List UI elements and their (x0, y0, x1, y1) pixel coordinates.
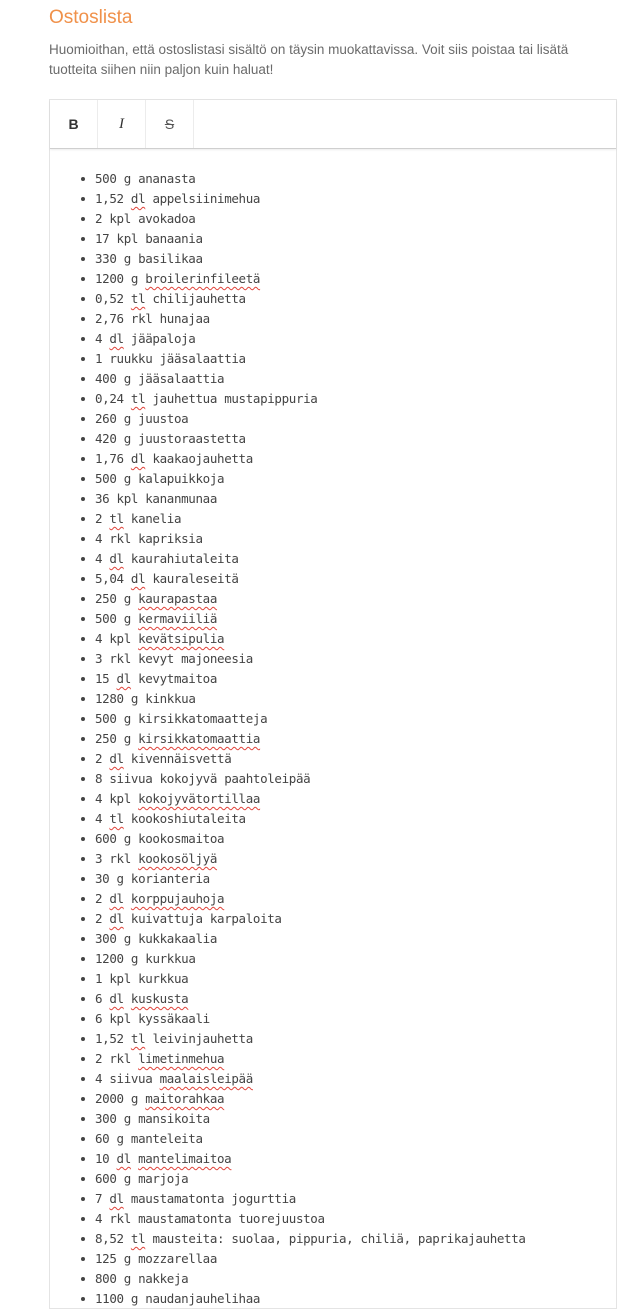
item-unit: dl (116, 1151, 131, 1166)
item-amount: 1,52 (95, 1031, 131, 1046)
list-item[interactable] (95, 969, 616, 989)
list-item[interactable] (95, 229, 616, 249)
editor-content[interactable] (50, 149, 616, 1309)
item-name: jääsalaattia (138, 371, 225, 386)
item-unit: g (123, 1251, 131, 1266)
list-item[interactable] (95, 769, 616, 789)
list-item[interactable] (95, 169, 616, 189)
item-unit: dl (109, 331, 124, 346)
item-amount: 2 (95, 211, 110, 226)
item-amount: 4 (95, 791, 110, 806)
list-item[interactable] (95, 1069, 616, 1089)
item-unit: rkl (109, 851, 131, 866)
item-amount: 250 (95, 591, 124, 606)
list-item[interactable] (95, 949, 616, 969)
item-unit: tl (130, 1231, 146, 1246)
item-unit: g (123, 931, 131, 946)
item-name: maalaisleipää (159, 1071, 253, 1086)
item-unit: tl (109, 811, 124, 826)
item-name: kuivattuja karpaloita (130, 911, 282, 926)
item-amount: 2 (95, 751, 110, 766)
item-name: kermaviiliä (138, 611, 218, 626)
list-item[interactable] (95, 649, 616, 669)
list-item[interactable] (95, 329, 616, 349)
list-item[interactable] (95, 789, 616, 809)
item-name: kivennäisvettä (130, 751, 232, 766)
list-item[interactable] (95, 809, 616, 829)
item-name: mantelimaitoa (138, 1151, 232, 1166)
item-name: juustoa (138, 411, 189, 426)
item-name: nakkeja (138, 1271, 189, 1286)
item-amount: 2 (95, 511, 110, 526)
item-amount: 6 (95, 1011, 110, 1026)
item-unit: siivua (109, 771, 153, 786)
list-item[interactable] (95, 249, 616, 269)
item-amount: 2 (95, 911, 110, 926)
item-amount: 3 (95, 651, 110, 666)
item-unit: g (123, 1111, 131, 1126)
list-item[interactable] (95, 709, 616, 729)
item-amount: 8,52 (95, 1231, 131, 1246)
list-item[interactable] (95, 589, 616, 609)
page-title: Ostoslista (49, 7, 133, 28)
item-name: basilikaa (138, 251, 203, 266)
item-amount: 420 (95, 431, 124, 446)
item-name: kaurapastaa (138, 591, 218, 606)
item-amount: 0,24 (95, 391, 131, 406)
list-item[interactable] (95, 469, 616, 489)
list-item[interactable] (95, 549, 616, 569)
item-unit: g (116, 871, 124, 886)
item-unit: g (130, 951, 139, 966)
list-item[interactable] (95, 1029, 616, 1049)
item-name: kevyt majoneesia (138, 651, 253, 666)
item-name: kevätsipulia (138, 631, 225, 646)
item-unit: rkl (109, 1051, 131, 1066)
list-item[interactable] (95, 1249, 616, 1269)
item-amount: 5,04 (95, 571, 131, 586)
item-name: maitorahkaa (145, 1091, 225, 1106)
item-name: hunajaa (159, 311, 210, 326)
item-unit: rkl (109, 1211, 131, 1226)
item-amount: 6 (95, 991, 110, 1006)
item-unit: g (123, 171, 131, 186)
list-item[interactable] (95, 729, 616, 749)
list-item[interactable] (95, 1109, 616, 1129)
list-item[interactable] (95, 209, 616, 229)
item-name: kirsikkatomaattia (138, 731, 261, 746)
item-unit: g (116, 1131, 124, 1146)
item-unit: rkl (130, 311, 153, 326)
item-amount: 10 (95, 1151, 117, 1166)
item-amount: 600 (95, 831, 124, 846)
list-item[interactable] (95, 449, 616, 469)
item-name: mausteita: suolaa, pippuria, chiliä, paprikajauhetta (152, 1231, 526, 1246)
list-item[interactable] (95, 1169, 616, 1189)
list-item[interactable] (95, 1289, 616, 1309)
item-unit: tl (109, 511, 124, 526)
item-name: juustoraastetta (138, 431, 246, 446)
list-item[interactable] (95, 509, 616, 529)
item-unit: dl (130, 571, 146, 586)
item-amount: 330 (95, 251, 124, 266)
item-unit: tl (130, 1031, 146, 1046)
item-unit: g (123, 411, 131, 426)
item-amount: 500 (95, 171, 124, 186)
list-item[interactable] (95, 929, 616, 949)
list-item[interactable] (95, 1049, 616, 1069)
item-amount: 0,52 (95, 291, 131, 306)
list-item[interactable] (95, 989, 616, 1009)
item-name: maustamatonta jogurttia (130, 1191, 296, 1206)
item-name: kokojyvätortillaa (138, 791, 261, 806)
item-unit: g (123, 731, 131, 746)
item-amount: 1100 (95, 1291, 131, 1306)
item-unit: dl (130, 191, 146, 206)
item-amount: 2000 (95, 1091, 131, 1106)
list-item[interactable] (95, 609, 616, 629)
item-amount: 4 (95, 331, 110, 346)
item-amount: 30 (95, 871, 117, 886)
item-unit: kpl (109, 971, 131, 986)
item-amount: 1 (95, 351, 110, 366)
list-item[interactable] (95, 749, 616, 769)
item-unit: g (130, 1291, 139, 1306)
item-name: kalapuikkoja (138, 471, 225, 486)
item-name: kookosmaitoa (138, 831, 225, 846)
item-name: limetinmehua (138, 1051, 225, 1066)
item-name: kirsikkatomaatteja (138, 711, 268, 726)
italic-button[interactable]: I (98, 100, 146, 148)
list-item[interactable] (95, 1149, 616, 1169)
item-amount: 2 (95, 891, 110, 906)
item-amount: 1,76 (95, 451, 131, 466)
list-item[interactable] (95, 689, 616, 709)
item-name: kuskusta (130, 991, 189, 1006)
list-item[interactable] (95, 909, 616, 929)
item-amount: 4 (95, 631, 110, 646)
item-amount: 2,76 (95, 311, 131, 326)
item-name: manteleita (130, 1131, 203, 1146)
item-name: banaania (145, 231, 203, 246)
list-item[interactable] (95, 1209, 616, 1229)
item-amount: 1280 (95, 691, 131, 706)
item-amount: 17 (95, 231, 117, 246)
item-amount: 300 (95, 1111, 124, 1126)
item-unit: dl (109, 1191, 124, 1206)
item-name: kevytmaitoa (138, 671, 218, 686)
item-name: leivinjauhetta (152, 1031, 253, 1046)
item-amount: 1,52 (95, 191, 131, 206)
list-item[interactable] (95, 889, 616, 909)
item-name: kookosöljyä (138, 851, 218, 866)
item-amount: 500 (95, 471, 124, 486)
item-amount: 1200 (95, 951, 131, 966)
item-amount: 1 (95, 971, 110, 986)
item-unit: g (130, 691, 139, 706)
item-unit: g (123, 371, 131, 386)
item-unit: g (123, 831, 131, 846)
item-unit: dl (109, 891, 124, 906)
item-amount: 500 (95, 711, 124, 726)
item-unit: g (123, 1171, 131, 1186)
list-item[interactable] (95, 1189, 616, 1209)
item-name: kurkkua (145, 951, 196, 966)
item-amount: 800 (95, 1271, 124, 1286)
item-amount: 36 (95, 491, 117, 506)
item-name: maustamatonta tuorejuustoa (138, 1211, 325, 1226)
list-item[interactable] (95, 1009, 616, 1029)
list-item[interactable] (95, 389, 616, 409)
item-amount: 7 (95, 1191, 110, 1206)
item-amount: 600 (95, 1171, 124, 1186)
item-amount: 2 (95, 1051, 110, 1066)
item-amount: 3 (95, 851, 110, 866)
item-unit: siivua (109, 1071, 153, 1086)
item-amount: 250 (95, 731, 124, 746)
list-item[interactable] (95, 489, 616, 509)
item-unit: g (123, 591, 131, 606)
item-name: kaurahiutaleita (130, 551, 239, 566)
item-unit: kpl (109, 791, 131, 806)
item-unit: kpl (109, 631, 131, 646)
item-name: jauhettua mustapippuria (152, 391, 318, 406)
item-amount: 1200 (95, 271, 131, 286)
item-name: kapriksia (138, 531, 203, 546)
item-name: kukkakaalia (138, 931, 218, 946)
list-item[interactable] (95, 669, 616, 689)
list-item[interactable] (95, 189, 616, 209)
item-unit: g (123, 1271, 131, 1286)
list-item[interactable] (95, 269, 616, 289)
item-amount: 260 (95, 411, 124, 426)
list-item[interactable] (95, 529, 616, 549)
item-name: kauraleseitä (152, 571, 239, 586)
item-name: kaakaojauhetta (152, 451, 253, 466)
item-unit: dl (109, 751, 124, 766)
item-name: broilerinfileetä (145, 271, 261, 286)
list-item[interactable] (95, 349, 616, 369)
item-unit: kpl (116, 231, 139, 246)
item-amount: 300 (95, 931, 124, 946)
item-name: kinkkua (145, 691, 196, 706)
item-name: naudanjauhelihaa (145, 1291, 261, 1306)
item-name: korppujauhoja (130, 891, 225, 906)
item-name: chilijauhetta (152, 291, 246, 306)
item-unit: dl (116, 671, 131, 686)
item-unit: tl (130, 391, 146, 406)
item-amount: 4 (95, 551, 110, 566)
item-unit: g (123, 711, 131, 726)
item-name: avokadoa (138, 211, 196, 226)
item-amount: 4 (95, 1071, 110, 1086)
item-name: jääpaloja (130, 331, 196, 346)
shopping-list (50, 169, 616, 1309)
strikethrough-button[interactable]: S (146, 100, 194, 148)
list-item[interactable] (95, 869, 616, 889)
item-name: ananasta (138, 171, 196, 186)
item-unit: g (130, 271, 139, 286)
item-name: mansikoita (138, 1111, 210, 1126)
item-unit: g (123, 471, 131, 486)
item-amount: 400 (95, 371, 124, 386)
item-name: korianteria (130, 871, 210, 886)
item-name: mozzarellaa (138, 1251, 218, 1266)
item-unit: rkl (109, 651, 131, 666)
list-item[interactable] (95, 849, 616, 869)
list-item[interactable] (95, 309, 616, 329)
item-amount: 125 (95, 1251, 124, 1266)
page-description: Huomioithan, että ostoslistasi sisältö on täysin muokattavissa. Voit siis poistaa tai lisätä tuotteita siihen niin paljon kuin haluat! (49, 42, 569, 77)
item-unit: dl (109, 911, 124, 926)
item-unit: kpl (109, 1011, 131, 1026)
item-amount: 4 (95, 811, 110, 826)
bold-button[interactable]: B (50, 100, 98, 148)
item-unit: tl (130, 291, 146, 306)
list-item[interactable] (95, 409, 616, 429)
item-unit: dl (130, 451, 146, 466)
item-unit: ruukku (109, 351, 153, 366)
list-item[interactable] (95, 369, 616, 389)
item-amount: 15 (95, 671, 117, 686)
item-name: appelsiinimehua (152, 191, 261, 206)
shopping-list-editor[interactable] (49, 99, 617, 1309)
list-item[interactable] (95, 629, 616, 649)
item-name: kananmunaa (145, 491, 218, 506)
item-unit: dl (109, 551, 124, 566)
item-unit: rkl (109, 531, 131, 546)
list-item[interactable] (95, 429, 616, 449)
item-name: kurkkua (138, 971, 189, 986)
editor-toolbar (50, 100, 616, 149)
item-unit: g (130, 1091, 139, 1106)
item-unit: g (123, 431, 131, 446)
item-amount: 4 (95, 1211, 110, 1226)
item-amount: 4 (95, 531, 110, 546)
list-item[interactable] (95, 1269, 616, 1289)
list-item[interactable] (95, 569, 616, 589)
list-item[interactable] (95, 1229, 616, 1249)
item-name: kokojyvä paahtoleipää (159, 771, 311, 786)
item-name: kanelia (130, 511, 182, 526)
item-unit: dl (109, 991, 124, 1006)
item-unit: g (123, 611, 131, 626)
item-unit: g (123, 251, 131, 266)
list-item[interactable] (95, 829, 616, 849)
item-name: kookoshiutaleita (130, 811, 246, 826)
item-amount: 60 (95, 1131, 117, 1146)
item-name: kyssäkaali (138, 1011, 210, 1026)
item-unit: kpl (109, 211, 131, 226)
item-amount: 8 (95, 771, 110, 786)
list-item[interactable] (95, 289, 616, 309)
list-item[interactable] (95, 1089, 616, 1109)
item-amount: 500 (95, 611, 124, 626)
item-name: jääsalaattia (159, 351, 246, 366)
item-name: marjoja (138, 1171, 189, 1186)
list-item[interactable] (95, 1129, 616, 1149)
item-unit: kpl (116, 491, 139, 506)
